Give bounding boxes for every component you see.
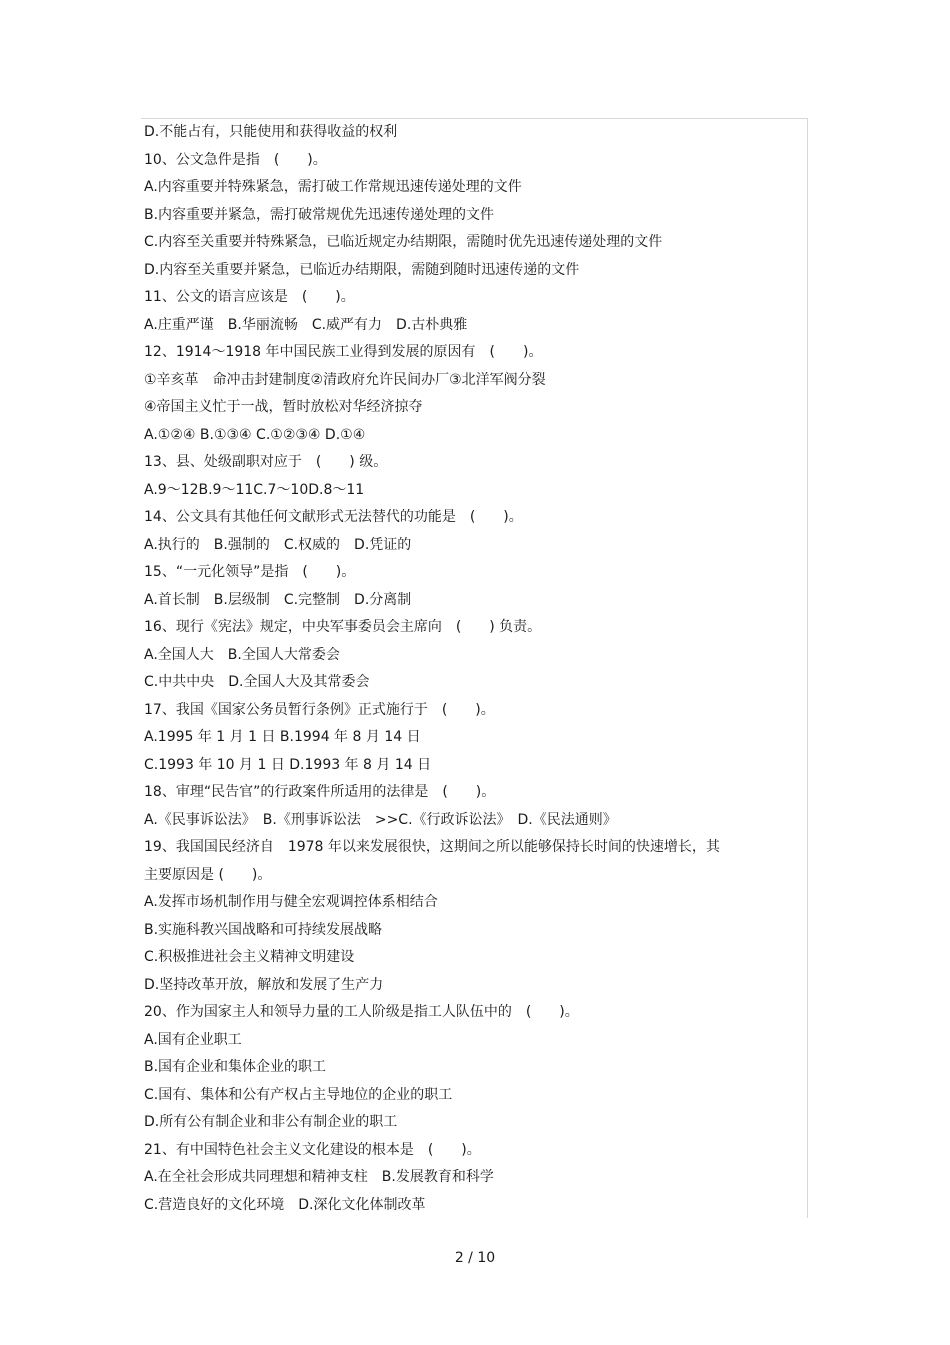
text-line: A.9～12B.9～11C.7～10D.8～11 (144, 481, 365, 498)
text-line: 20、作为国家主人和领导力量的工人阶级是指工人队伍中的 ( )。 (144, 1004, 579, 1020)
text-line: D.所有公有制企业和非公有制企业的职工 (144, 1114, 398, 1130)
text-line: D.坚持改革开放，解放和发展了生产力 (144, 976, 384, 993)
text-line: B.内容重要并紧急，需打破常规优先迅速传递处理的文件 (144, 206, 495, 223)
text-line: 17、我国《国家公务员暂行条例》正式施行于 ( )。 (144, 701, 495, 718)
text-line: A.《民事诉讼法》 B.《刑事诉讼法 >>C.《行政诉讼法》 D.《民法通则》 (144, 811, 617, 828)
text-line: C.积极推进社会主义精神文明建设 (144, 949, 355, 965)
text-line: A.①②④ B.①③④ C.①②③④ D.①④ (144, 426, 366, 443)
text-line: 21、有中国特色社会主义文化建设的根本是 ( )。 (144, 1141, 481, 1158)
text-line: A.全国人大 B.全国人大常委会 (144, 646, 340, 663)
text-line: A.在全社会形成共同理想和精神支柱 B.发展教育和科学 (144, 1169, 494, 1185)
page-number: 2 / 10 (454, 1250, 496, 1266)
text-line: 15、“一元化领导”是指 ( )。 (144, 564, 356, 580)
text-line: A.1995 年 1 月 1 日 B.1994 年 8 月 14 日 (144, 729, 421, 745)
text-line: C.内容至关重要并特殊紧急，已临近规定办结期限，需随时优先迅速传递处理的文件 (144, 234, 663, 250)
text-line: 18、审理“民告官”的行政案件所适用的法律是 ( )。 (144, 784, 496, 800)
text-line: C.营造良好的文化环境 D.深化文化体制改革 (144, 1196, 426, 1213)
text-line: A.首长制 B.层级制 C.完整制 D.分离制 (144, 591, 412, 608)
text-line: B.国有企业和集体企业的职工 (144, 1059, 327, 1075)
text-line: 11、公文的语言应该是 ( )。 (144, 289, 355, 305)
text-line: ①辛亥革 命冲击封建制度②清政府允许民间办厂③北洋军阀分裂 (144, 371, 546, 388)
text-line: C.国有、集体和公有产权占主导地位的企业的职工 (144, 1086, 453, 1103)
text-line: A.发挥市场机制作用与健全宏观调控体系相结合 (144, 894, 438, 910)
text-line: A.执行的 B.强制的 C.权威的 D.凭证的 (144, 536, 412, 553)
text-line: 12、1914～1918 年中国民族工业得到发展的原因有 ( )。 (144, 344, 543, 360)
text-line: B.实施科教兴国战略和可持续发展战略 (144, 921, 383, 938)
text-line: 16、现行《宪法》规定，中央军事委员会主席向 ( ) 负责。 (144, 619, 542, 635)
text-line: C.中共中央 D.全国人大及其常委会 (144, 674, 370, 690)
text-line: A.国有企业职工 (144, 1031, 242, 1048)
text-line: 10、公文急件是指 ( )。 (144, 151, 327, 168)
text-line: A.内容重要并特殊紧急，需打破工作常规迅速传递处理的文件 (144, 179, 522, 195)
text-line: 主要原因是 ( )。 (144, 866, 272, 883)
text-line: D.内容至关重要并紧急，已临近办结期限，需随到随时迅速传递的文件 (144, 261, 580, 278)
text-line: ④帝国主义忙于一战，暂时放松对华经济掠夺 (144, 399, 423, 415)
text-line: C.1993 年 10 月 1 日 D.1993 年 8 月 14 日 (144, 756, 432, 773)
text-line: D.不能占有，只能使用和获得收益的权利 (144, 124, 398, 140)
text-line: 14、公文具有其他任何文献形式无法替代的功能是 ( )。 (144, 509, 523, 525)
text-line: 19、我国国民经济自 1978 年以来发展很快，这期间之所以能够保持长时间的快速增长，其 (144, 839, 720, 855)
text-line: A.庄重严谨 B.华丽流畅 C.威严有力 D.古朴典雅 (144, 316, 468, 333)
document-body (144, 119, 794, 1219)
text-line: 13、县、处级副职对应于 ( ) 级。 (144, 454, 388, 470)
